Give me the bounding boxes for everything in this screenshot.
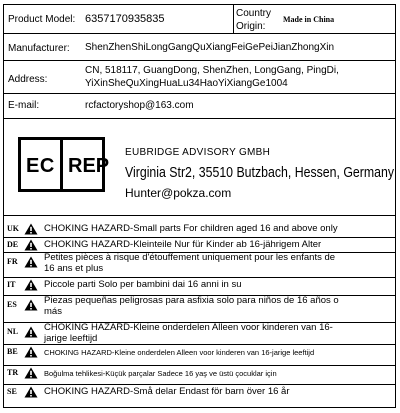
divider (4, 60, 395, 61)
divider (4, 93, 395, 94)
warning-triangle-icon (24, 367, 38, 379)
address-label: Address: (8, 74, 48, 85)
warning-text-line2: 16 ans et plus (44, 263, 104, 274)
warning-country-code: SE (7, 387, 17, 396)
country-value: Made in China (283, 15, 335, 24)
warning-country-code: UK (7, 224, 19, 233)
warning-text-line1: Piezas pequeñas peligrosas para asfixia solo para niños de 16 años o (44, 295, 339, 306)
warning-country-code: DE (7, 240, 19, 249)
country-label-line2: Origin: (236, 21, 266, 32)
rep-text: REP (68, 155, 110, 177)
product-label (3, 4, 396, 408)
address-line2: YiXinSheQuXingHuaLu34HaoYiXiangGe1004 (85, 78, 288, 89)
warning-text-line1: Boğulma tehlikesi-Küçük parçalar Sadece 16 yaş ve üstü çocuklar için (44, 369, 277, 378)
divider (4, 118, 395, 119)
manufacturer-value: ShenZhenShiLongGangQuXiangFeiGePeiJianZhongXin (85, 42, 335, 53)
warning-triangle-icon (24, 223, 38, 235)
email-value: rcfactoryshop@163.com (85, 100, 194, 111)
warning-triangle-icon (24, 326, 38, 338)
warning-row (4, 344, 395, 365)
warning-text-line2: jarige leeftijd (44, 333, 98, 344)
warning-country-code: FR (7, 257, 18, 266)
warning-text-line2: más (44, 306, 62, 317)
country-label-line1: Country (236, 8, 272, 19)
warning-country-code: IT (7, 280, 16, 289)
warning-triangle-icon (24, 299, 38, 311)
warning-country-code: ES (7, 300, 17, 309)
warning-text-line1: CHOKING HAZARD-Kleinteile Nur für Kinder ab 16-jährigem Alter (44, 239, 322, 250)
warning-text-line1: CHOKING HAZARD-Small parts For children aged 16 and above only (44, 223, 338, 234)
warning-country-code: TR (7, 368, 19, 377)
warning-text-line1: CHOKING HAZARD-Kleine onderdelen Alleen voor kinderen van 16- (44, 322, 333, 333)
warning-triangle-icon (24, 386, 38, 398)
warning-row (4, 277, 395, 295)
warning-triangle-icon (24, 346, 38, 358)
manufacturer-label: Manufacturer: (8, 43, 70, 54)
warning-row (4, 295, 395, 322)
warning-row (4, 221, 395, 237)
warning-row (4, 365, 395, 384)
ec-text: EC (26, 155, 55, 177)
warning-text-line1: CHOKING HAZARD-Kleine onderdelen Alleen voor kinderen van 16-jarige leeftijd (44, 348, 315, 357)
ec-rep-company: EUBRIDGE ADVISORY GMBH (125, 147, 271, 158)
warning-row (4, 252, 395, 277)
warning-country-code: NL (7, 327, 19, 336)
warning-text-line1: Piccole parti Solo per bambini dai 16 anni in su (44, 279, 242, 290)
warning-row (4, 384, 395, 409)
warning-row (4, 322, 395, 344)
product-model-label: Product Model: (8, 14, 76, 25)
product-model-value: 6357170935835 (85, 13, 165, 25)
warning-text-line1: Petites pièces à risque d'étouffement uniquement pour les enfants de (44, 252, 336, 263)
warning-row (4, 237, 395, 252)
divider (233, 5, 234, 33)
address-line1: CN, 518117, GuangDong, ShenZhen, LongGang, PingDi, (85, 65, 339, 76)
ec-rep-symbol (18, 137, 110, 192)
warning-country-code: BE (7, 347, 18, 356)
divider (4, 33, 395, 34)
ec-rep-symbol-divider (60, 140, 63, 189)
warning-triangle-icon (24, 256, 38, 268)
warning-triangle-icon (24, 279, 38, 291)
email-label: E-mail: (8, 100, 40, 111)
warning-text-line1: CHOKING HAZARD-Små delar Endast för barn över 16 år (44, 386, 290, 397)
divider (4, 215, 395, 216)
ec-rep-email: Hunter@pokza.com (125, 186, 232, 200)
warning-triangle-icon (24, 239, 38, 251)
ec-rep-address: Virginia Str2, 35510 Butzbach, Hessen, Germany (125, 165, 395, 181)
